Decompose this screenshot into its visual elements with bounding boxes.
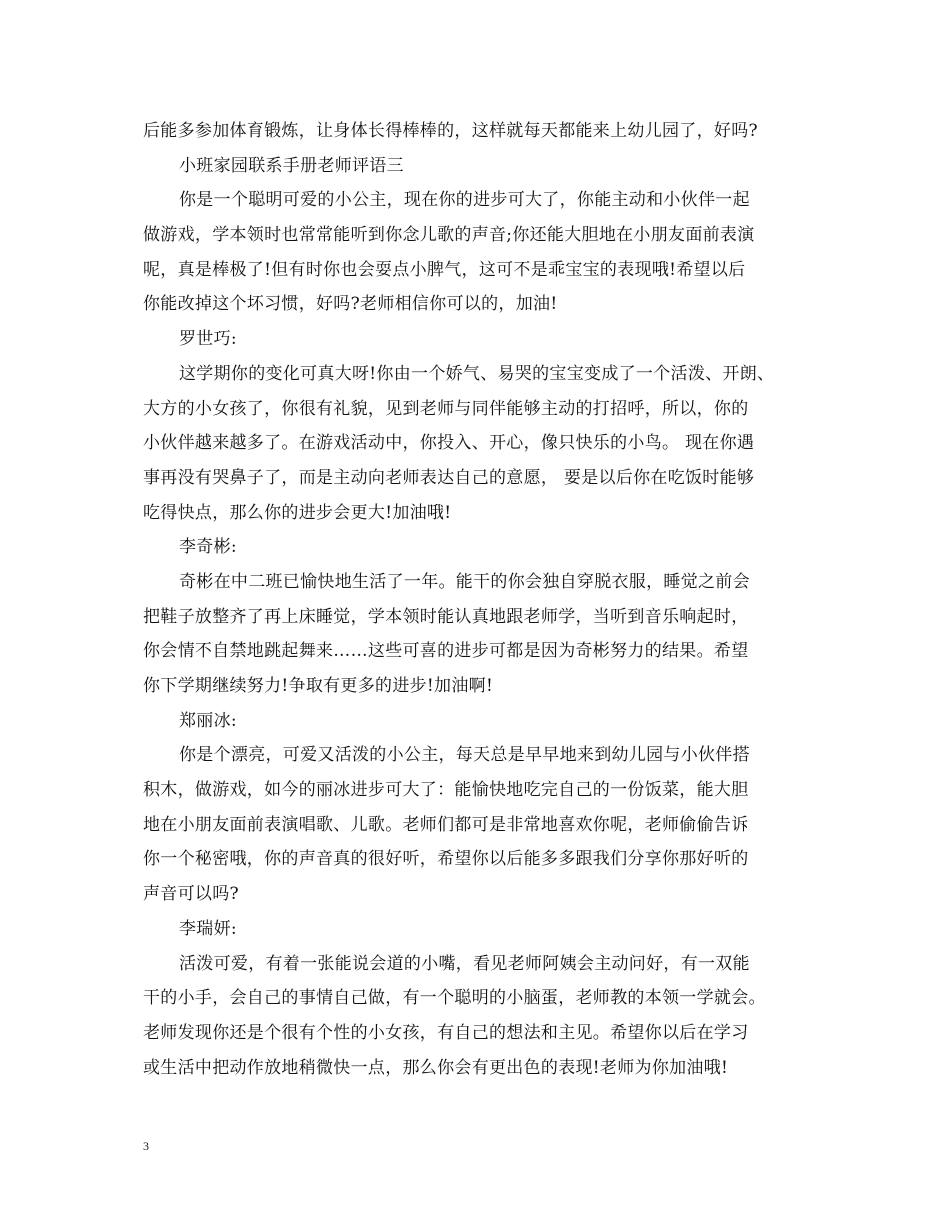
student-name-heading: 郑丽冰:	[179, 710, 237, 731]
paragraph-line: 奇彬在中二班已愉快地生活了一年。能干的你会独自穿脱衣服，睡觉之前会	[179, 571, 750, 592]
section-heading: 小班家园联系手册老师评语三	[179, 155, 404, 176]
paragraph-line: 你下学期继续努力!争取有更多的进步!加油啊!	[143, 676, 494, 696]
page-number: 3	[143, 1139, 149, 1153]
paragraph-line: 做游戏，学本领时也常常能听到你念儿歌的声音;你还能大胆地在小朋友面前表演	[143, 225, 755, 246]
paragraph-line: 声音可以吗?	[143, 884, 239, 905]
student-name-heading: 李瑞妍:	[179, 918, 237, 939]
paragraph-line: 老师发现你还是个很有个性的小女孩，有自己的想法和主见。希望你以后在学习	[143, 1022, 749, 1043]
paragraph-line: 小伙伴越来越多了。在游戏活动中，你投入、开心，像只快乐的小鸟。 现在你遇	[143, 433, 755, 454]
paragraph-line: 地在小朋友面前表演唱歌、儿歌。老师们都可是非常地喜欢你呢，老师偷偷告诉	[143, 814, 749, 835]
paragraph-line: 活泼可爱，有着一张能说会道的小嘴，看见老师阿姨会主动问好，有一双能	[179, 953, 750, 974]
paragraph-line: 把鞋子放整齐了再上床睡觉，学本领时能认真地跟老师学，当听到音乐响起时，	[143, 606, 749, 627]
paragraph-line: 你是一个聪明可爱的小公主，现在你的进步可大了，你能主动和小伙伴一起	[179, 190, 750, 211]
student-name-heading: 罗世巧:	[179, 329, 237, 350]
paragraph-line: 你是个漂亮，可爱又活泼的小公主，每天总是早早地来到幼儿园与小伙伴搭	[179, 745, 750, 766]
paragraph-line: 你能改掉这个坏习惯，好吗?老师相信你可以的，加油!	[143, 294, 558, 315]
paragraph-line: 吃得快点，那么你的进步会更大!加油哦!	[143, 502, 452, 523]
student-name-heading: 李奇彬:	[179, 537, 237, 558]
paragraph-line: 后能多参加体育锻炼，让身体长得棒棒的，这样就每天都能来上幼儿园了，好吗?	[143, 121, 758, 141]
paragraph-line: 或生活中把动作放地稍微快一点，那么你会有更出色的表现!老师为你加油哦!	[143, 1057, 729, 1078]
paragraph-line: 呢，真是棒极了!但有时你也会耍点小脾气，这可不是乖宝宝的表现哦!希望以后	[143, 259, 746, 280]
document-body	[143, 114, 808, 1085]
paragraph-line: 你一个秘密哦，你的声音真的很好听，希望你以后能多多跟我们分享你那好听的	[143, 849, 749, 870]
paragraph-line: 你会情不自禁地跳起舞来……这些可喜的进步可都是因为奇彬努力的结果。希望	[143, 641, 749, 662]
paragraph-line: 这学期你的变化可真大呀!你由一个娇气、易哭的宝宝变成了一个活泼、开朗、	[179, 363, 775, 384]
paragraph-line: 事再没有哭鼻子了，而是主动向老师表达自己的意愿， 要是以后你在吃饭时能够	[143, 467, 755, 488]
paragraph-line: 大方的小女孩了，你很有礼貌，见到老师与同伴能够主动的打招呼，所以，你的	[143, 398, 749, 419]
paragraph-line: 积木，做游戏，如今的丽冰进步可大了：能愉快地吃完自己的一份饭菜，能大胆	[143, 780, 749, 801]
paragraph-line: 干的小手，会自己的事情自己做，有一个聪明的小脑蛋，老师教的本领一学就会。	[143, 988, 766, 1009]
